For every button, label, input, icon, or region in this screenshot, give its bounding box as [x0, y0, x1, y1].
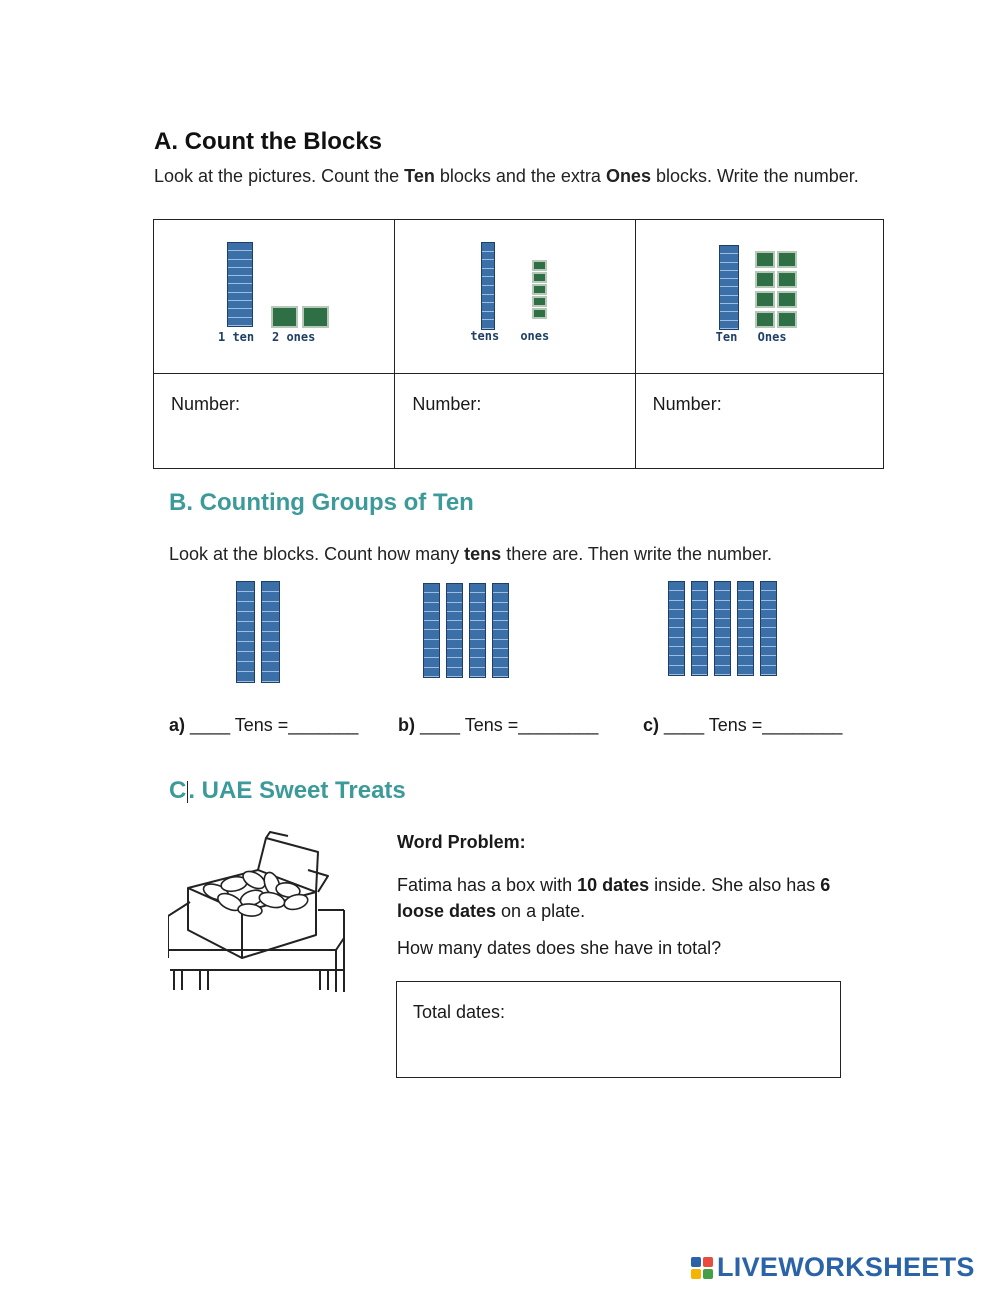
caption-tens: Ten	[715, 330, 738, 344]
number-blank[interactable]: ________	[518, 715, 599, 735]
number-label: Number:	[652, 394, 722, 414]
ten-rod	[737, 581, 754, 676]
ten-rod	[691, 581, 708, 676]
total-dates-label: Total dates:	[413, 1002, 506, 1022]
number-blank[interactable]: ________	[762, 715, 843, 735]
caption-ones: ones	[520, 329, 550, 343]
number-blank[interactable]: _______	[288, 715, 359, 735]
ten-rod	[481, 242, 495, 330]
ten-rod	[227, 242, 253, 327]
number-cell-1[interactable]	[154, 374, 395, 469]
ten-rod	[719, 245, 739, 330]
number-cell-2[interactable]	[395, 374, 635, 469]
count-blocks-table	[153, 219, 884, 469]
section-c-title: C. UAE Sweet Treats	[169, 777, 406, 804]
ten-rod	[760, 581, 777, 676]
one-cube	[532, 284, 547, 295]
word-problem-question: How many dates does she have in total?	[397, 938, 722, 958]
tens-group-c	[668, 581, 777, 676]
section-b-title: B. Counting Groups of Ten	[169, 489, 474, 516]
one-cube	[755, 311, 775, 328]
answer-row-b: b) ____ Tens =________	[398, 715, 599, 735]
ten-rod	[469, 583, 486, 678]
total-dates-answer-box[interactable]	[396, 981, 841, 1078]
number-label: Number:	[171, 394, 241, 414]
ten-rod	[446, 583, 463, 678]
logo-mark-icon	[690, 1256, 714, 1280]
caption-tens: tens	[470, 329, 500, 343]
caption-ones: 2 ones	[272, 330, 316, 344]
word-problem-label: Word Problem:	[397, 832, 526, 852]
number-cell-3[interactable]	[635, 374, 883, 469]
one-cube	[777, 271, 797, 288]
tens-group-a	[236, 581, 280, 683]
logo-text: LIVEWORKSHEETS	[717, 1252, 975, 1282]
ten-rod	[236, 581, 255, 683]
answer-row-a: a) ____ Tens =_______	[169, 715, 359, 735]
one-cube	[532, 296, 547, 307]
ten-rod	[261, 581, 280, 683]
dates-box-illustration	[168, 830, 346, 992]
one-cube	[755, 251, 775, 268]
ten-rod	[492, 583, 509, 678]
ten-rod	[714, 581, 731, 676]
ten-rod	[423, 583, 440, 678]
one-cube	[271, 306, 298, 328]
one-cube	[755, 271, 775, 288]
tens-blank[interactable]: ____	[664, 715, 705, 735]
section-a-instruction: Look at the pictures. Count the Ten blocks and the extra Ones blocks. Write the number.	[154, 166, 859, 186]
block-cell-3	[635, 220, 883, 374]
one-cube	[532, 308, 547, 319]
word-problem-text: Fatima has a box with 10 dates inside. She also has 6 loose dates on a plate.	[397, 875, 831, 921]
number-label: Number:	[412, 394, 482, 414]
one-cube	[777, 291, 797, 308]
liveworksheets-logo[interactable]	[690, 1252, 975, 1283]
one-cube	[755, 291, 775, 308]
tens-blank[interactable]: ____	[190, 715, 231, 735]
caption-ones: Ones	[757, 330, 787, 344]
one-cube	[302, 306, 329, 328]
one-cube	[777, 251, 797, 268]
tens-group-b	[423, 583, 509, 678]
section-b-instruction: Look at the blocks. Count how many tens there are. Then write the number.	[169, 544, 773, 564]
one-cube	[532, 272, 547, 283]
block-cell-2	[395, 220, 635, 374]
block-cell-1	[154, 220, 395, 374]
one-cube	[532, 260, 547, 271]
caption-tens: 1 ten	[218, 330, 255, 344]
answer-row-c: c) ____ Tens =________	[643, 715, 843, 735]
one-cube	[777, 311, 797, 328]
ten-rod	[668, 581, 685, 676]
tens-blank[interactable]: ____	[420, 715, 461, 735]
section-a-title: A. Count the Blocks	[154, 128, 383, 155]
